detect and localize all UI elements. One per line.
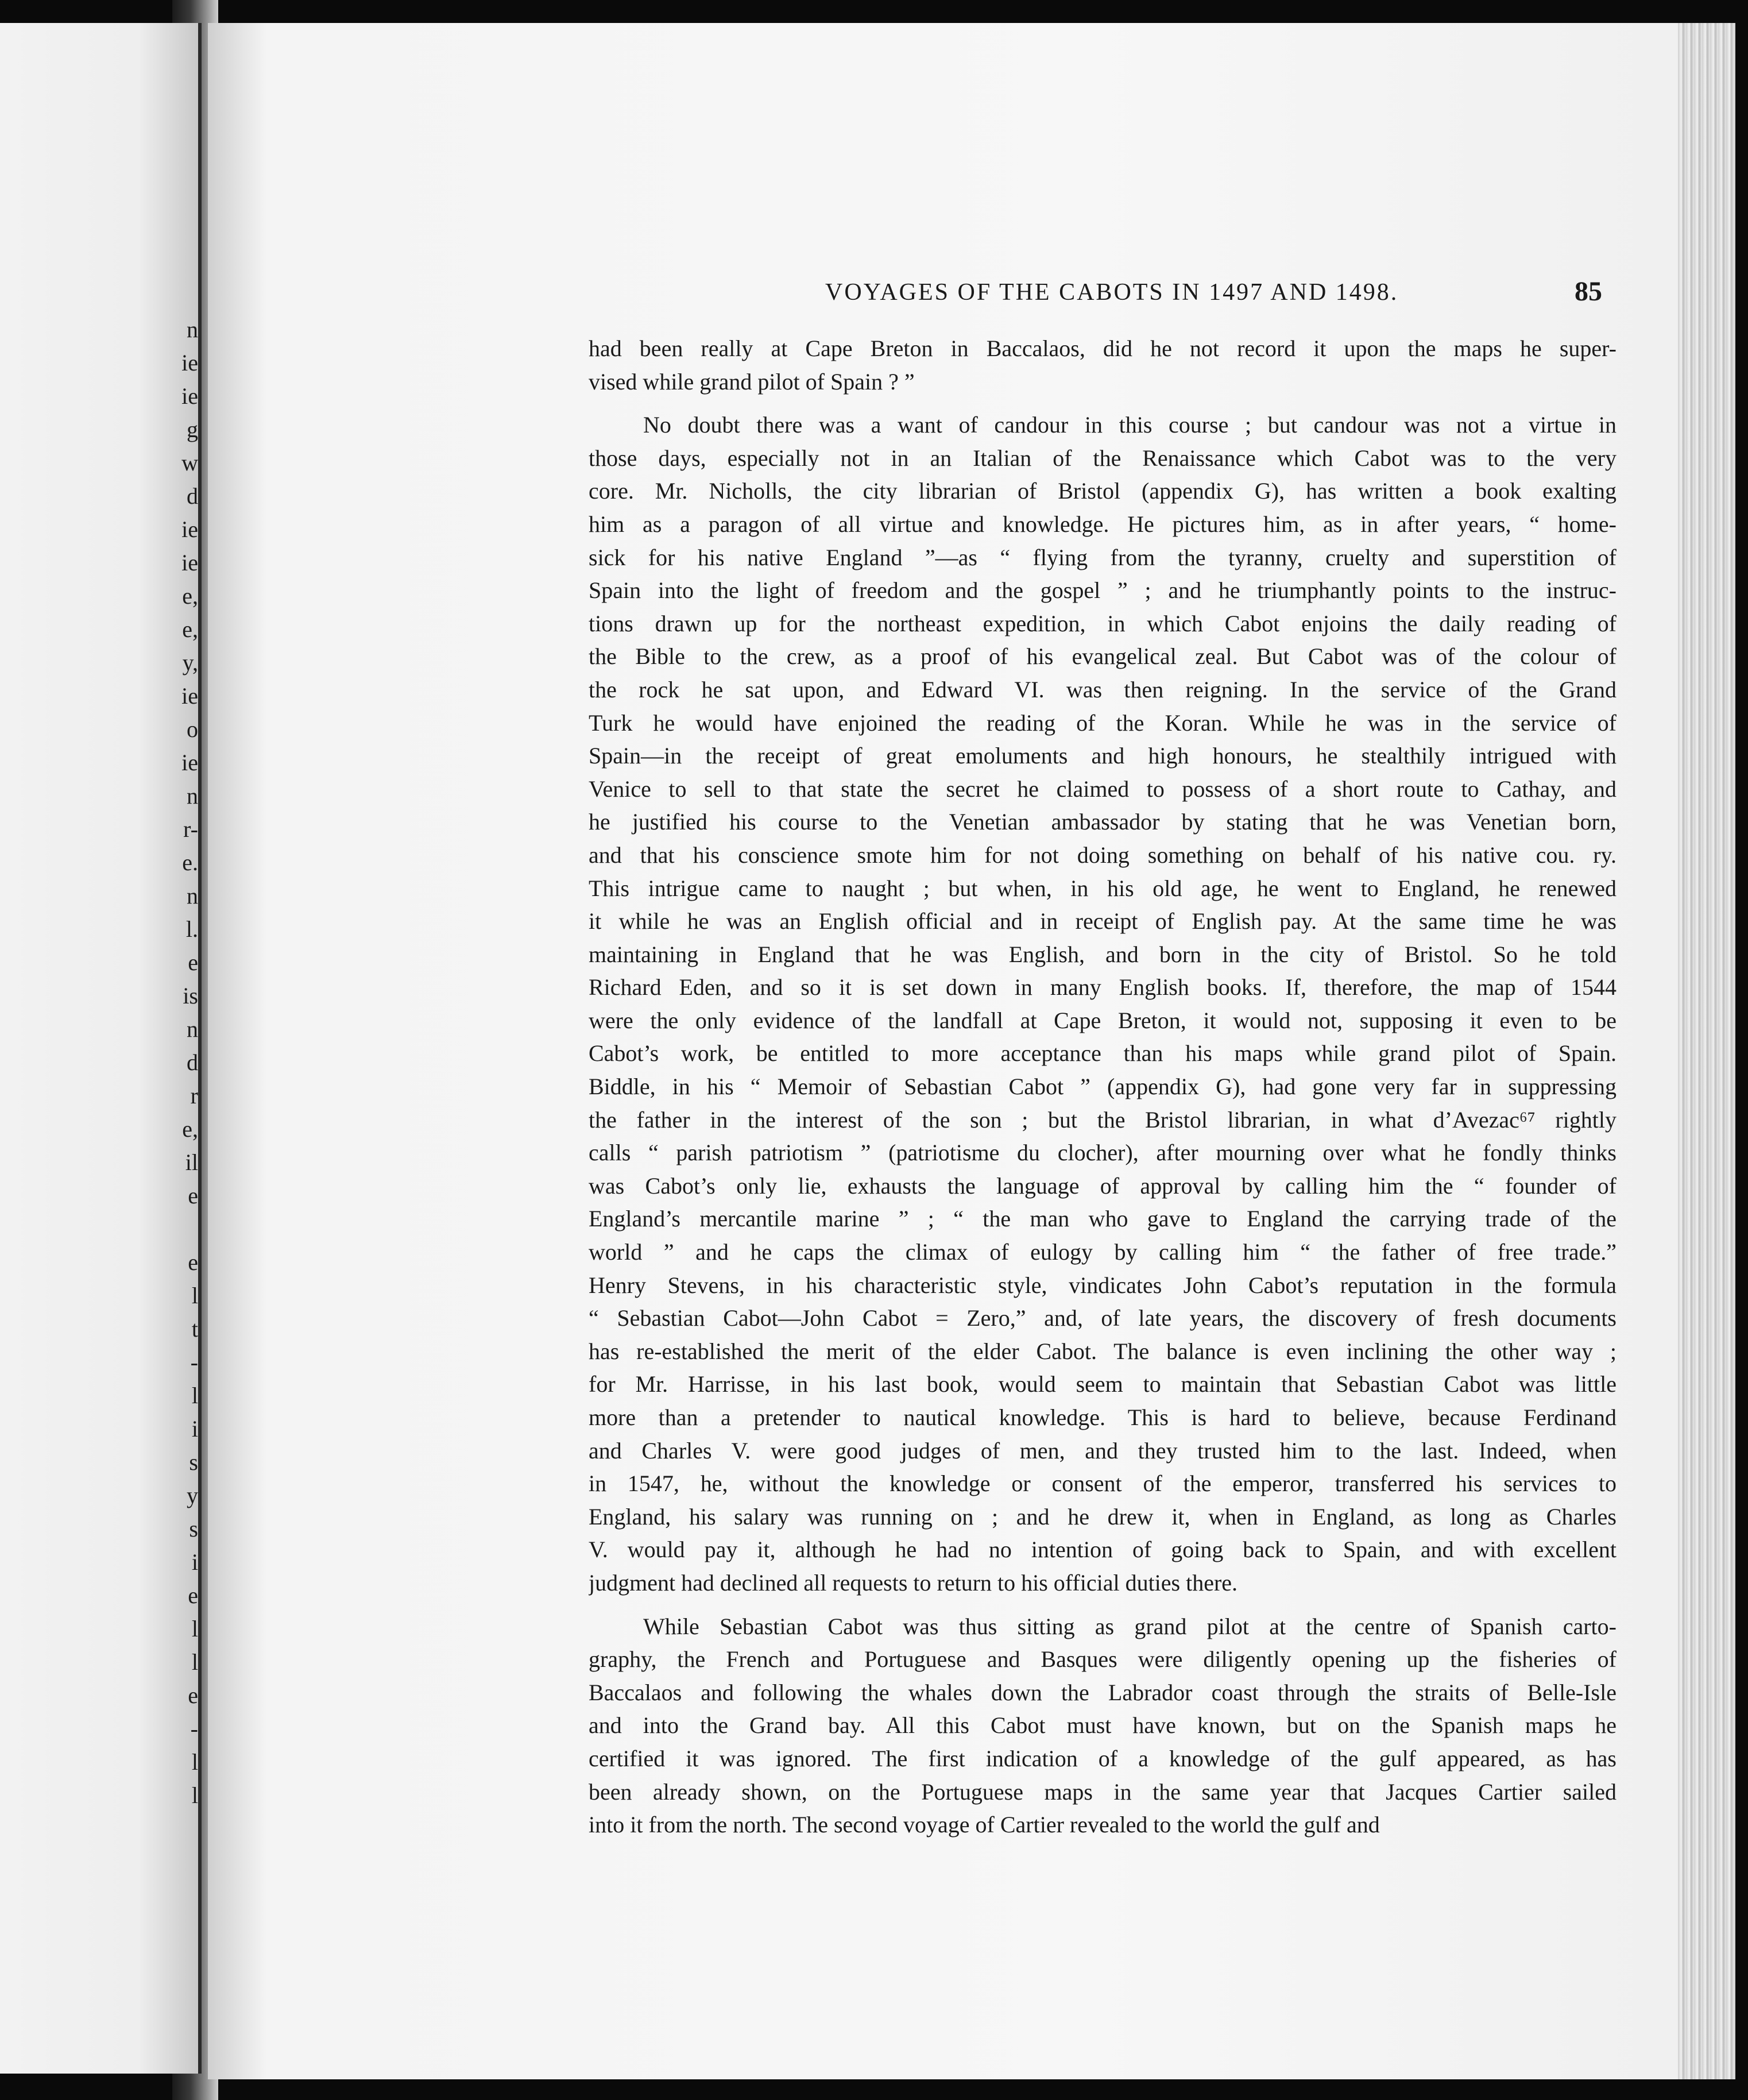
left-page-fragment: ie bbox=[181, 516, 198, 542]
left-facing-page bbox=[0, 23, 202, 2074]
text-line: sick for his native England ”—as “ flying from the tyranny, cruelty and superstition of bbox=[589, 544, 1616, 570]
left-page-fragment: ie bbox=[181, 683, 198, 709]
text-line: maintaining in England that he was English, and born in the city of Bristol. So he told bbox=[589, 941, 1616, 967]
text-line: he justified his course to the Venetian ambassador by stating that he was Venetian born, bbox=[589, 809, 1616, 835]
left-page-fragment: is bbox=[183, 983, 198, 1009]
text-line: England’s mercantile marine ” ; “ the man who gave to England the carrying trade of the bbox=[589, 1206, 1616, 1232]
left-page-fragment: l bbox=[191, 1383, 198, 1408]
running-head: VOYAGES OF THE CABOTS IN 1497 AND 1498. bbox=[825, 279, 1399, 306]
left-page-fragment: i bbox=[191, 1416, 198, 1442]
text-line: the father in the interest of the son ; but the Bristol librarian, in what d’Avezac⁶⁷ rightly bbox=[589, 1106, 1616, 1133]
left-page-fragment: n bbox=[187, 783, 198, 809]
paragraph bbox=[589, 408, 1616, 1599]
text-line: has re-established the merit of the elder Cabot. The balance is even inclining the other way ; bbox=[589, 1338, 1616, 1364]
left-page-fragment: e bbox=[188, 1183, 198, 1209]
left-page-fragment: il bbox=[185, 1149, 198, 1175]
left-page-fragment: e bbox=[188, 1582, 198, 1608]
text-line: into it from the north. The second voyage of Cartier revealed to the world the gulf and bbox=[589, 1812, 1380, 1838]
left-page-fragment: y bbox=[187, 1483, 198, 1508]
left-page-fragment: l bbox=[191, 1616, 198, 1642]
left-page-fragment: r- bbox=[183, 816, 198, 842]
text-line: were the only evidence of the landfall at Cape Breton, it would not, supposing it even to be bbox=[589, 1007, 1616, 1033]
paragraph-gap bbox=[589, 398, 1616, 408]
left-page-fragment: ie bbox=[181, 383, 198, 409]
text-line: judgment had declined all requests to return to his official duties there. bbox=[589, 1569, 1238, 1596]
left-page-fragment: w bbox=[181, 450, 198, 476]
text-line: and Charles V. were good judges of men, and they trusted him to the last. Indeed, when bbox=[589, 1437, 1616, 1464]
text-line: While Sebastian Cabot was thus sitting as grand pilot at the centre of Spanish carto- bbox=[643, 1613, 1616, 1639]
left-page-fragment: l bbox=[191, 1782, 198, 1808]
body-text bbox=[589, 332, 1616, 1842]
left-page-fragment: n bbox=[187, 316, 198, 342]
text-line: Richard Eden, and so it is set down in many English books. If, therefore, the map of 1544 bbox=[589, 974, 1616, 1001]
left-page-fragment: ie bbox=[181, 350, 198, 376]
text-line: graphy, the French and Portuguese and Basques were diligently opening up the fisheries of bbox=[589, 1646, 1616, 1673]
text-line: Spain—in the receipt of great emoluments and high honours, he stealthily intrigued with bbox=[589, 743, 1616, 769]
left-page-fragment: e, bbox=[182, 583, 198, 609]
text-line: certified it was ignored. The first indication of a knowledge of the gulf appeared, as has bbox=[589, 1745, 1616, 1771]
page-stack-edge bbox=[1678, 23, 1735, 2079]
left-page-fragment: n bbox=[187, 1016, 198, 1042]
text-line: Turk he would have enjoined the reading of the Koran. While he was in the service of bbox=[589, 709, 1616, 736]
left-page-fragment: e, bbox=[182, 1116, 198, 1142]
text-line: Biddle, in his “ Memoir of Sebastian Cabot ” (appendix G), had gone very far in suppressing bbox=[589, 1074, 1616, 1100]
paragraph bbox=[589, 1610, 1616, 1842]
left-page-fragment: o bbox=[187, 716, 198, 742]
left-page-fragment bbox=[175, 1213, 198, 1246]
page-number: 85 bbox=[1575, 276, 1602, 307]
text-line: more than a pretender to nautical knowledge. This is hard to believe, because Ferdinand bbox=[589, 1404, 1616, 1430]
left-page-fragment: y, bbox=[182, 650, 198, 675]
text-line: and into the Grand bay. All this Cabot must have known, but on the Spanish maps he bbox=[589, 1712, 1616, 1739]
left-page-text-fragments bbox=[175, 313, 198, 1812]
left-page-fragment: l. bbox=[185, 916, 198, 942]
left-page-fragment: d bbox=[187, 1049, 198, 1075]
left-page-fragment: ie bbox=[181, 550, 198, 576]
text-line: Cabot’s work, be entitled to more acceptance than his maps while grand pilot of Spain. bbox=[589, 1040, 1616, 1067]
left-page-fragment: - bbox=[190, 1716, 198, 1742]
text-line: and that his conscience smote him for not doing something on behalf of his native cou. ry. bbox=[589, 841, 1616, 868]
text-line: Henry Stevens, in his characteristic style, vindicates John Cabot’s reputation in the formula bbox=[589, 1272, 1616, 1298]
left-page-fragment: s bbox=[189, 1449, 198, 1475]
text-line: in 1547, he, without the knowledge or consent of the emperor, transferred his services to bbox=[589, 1470, 1616, 1497]
left-page-fragment: s bbox=[189, 1516, 198, 1542]
text-line: vised while grand pilot of Spain ? ” bbox=[589, 368, 915, 395]
left-page-fragment: t bbox=[191, 1316, 198, 1342]
scanned-page bbox=[208, 23, 1678, 2079]
left-page-fragment: e bbox=[188, 1682, 198, 1708]
left-page-fragment: e bbox=[188, 949, 198, 975]
text-line: world ” and he caps the climax of eulogy by calling him “ the father of free trade.” bbox=[589, 1239, 1616, 1265]
text-line: Baccalaos and following the whales down the Labrador coast through the straits of Belle-Isle bbox=[589, 1679, 1616, 1705]
left-page-fragment: l bbox=[191, 1749, 198, 1775]
text-line: tions drawn up for the northeast expedition, in which Cabot enjoins the daily reading of bbox=[589, 610, 1616, 636]
left-page-fragment: e, bbox=[182, 616, 198, 642]
text-line: it while he was an English official and in receipt of English pay. At the same time he was bbox=[589, 908, 1616, 935]
left-page-fragment: l bbox=[191, 1283, 198, 1308]
text-line: England, his salary was running on ; and he drew it, when in England, as long as Charles bbox=[589, 1503, 1616, 1530]
text-line: Venice to sell to that state the secret he claimed to possess of a short route to Cathay, and bbox=[589, 775, 1616, 802]
text-line: This intrigue came to naught ; but when, in his old age, he went to England, he renewed bbox=[589, 875, 1616, 901]
text-line: him as a paragon of all virtue and knowledge. He pictures him, as in after years, “ home- bbox=[589, 511, 1616, 537]
text-line: No doubt there was a want of candour in this course ; but candour was not a virtue in bbox=[643, 412, 1616, 438]
text-line: for Mr. Harrisse, in his last book, would seem to maintain that Sebastian Cabot was little bbox=[589, 1371, 1616, 1398]
left-page-fragment: l bbox=[191, 1649, 198, 1675]
left-page-fragment: e. bbox=[182, 850, 198, 875]
left-page-fragment: r bbox=[190, 1083, 198, 1109]
left-page-fragment: e bbox=[188, 1249, 198, 1275]
text-line: was Cabot’s only lie, exhausts the language of approval by calling him the “ founder of bbox=[589, 1172, 1616, 1199]
text-line: V. would pay it, although he had no intention of going back to Spain, and with excellent bbox=[589, 1537, 1616, 1563]
paragraph-gap bbox=[589, 1600, 1616, 1610]
text-line: the Bible to the crew, as a proof of his evangelical zeal. But Cabot was of the colour of bbox=[589, 643, 1616, 670]
text-line: had been really at Cape Breton in Baccalaos, did he not record it upon the maps he super- bbox=[589, 335, 1616, 361]
text-line: the rock he sat upon, and Edward VI. was then reigning. In the service of the Grand bbox=[589, 676, 1616, 702]
text-line: “ Sebastian Cabot—John Cabot = Zero,” and, of late years, the discovery of fresh documents bbox=[589, 1305, 1616, 1331]
left-page-fragment: i bbox=[191, 1549, 198, 1575]
left-page-fragment: ie bbox=[181, 750, 198, 775]
text-line: core. Mr. Nicholls, the city librarian of Bristol (appendix G), has written a book exalting bbox=[589, 478, 1616, 504]
text-line: calls “ parish patriotism ” (patriotisme du clocher), after mourning over what he fondly thinks bbox=[589, 1140, 1616, 1166]
text-line: been already shown, on the Portuguese maps in the same year that Jacques Cartier sailed bbox=[589, 1778, 1616, 1805]
left-page-fragment: g bbox=[187, 416, 198, 442]
left-page-fragment: - bbox=[190, 1349, 198, 1375]
paragraph bbox=[589, 332, 1616, 398]
text-line: those days, especially not in an Italian of the Renaissance which Cabot was to the very bbox=[589, 445, 1616, 471]
left-page-fragment: n bbox=[187, 883, 198, 909]
text-line: Spain into the light of freedom and the gospel ” ; and he triumphantly points to the instruc- bbox=[589, 577, 1616, 604]
left-page-fragment: d bbox=[187, 483, 198, 509]
